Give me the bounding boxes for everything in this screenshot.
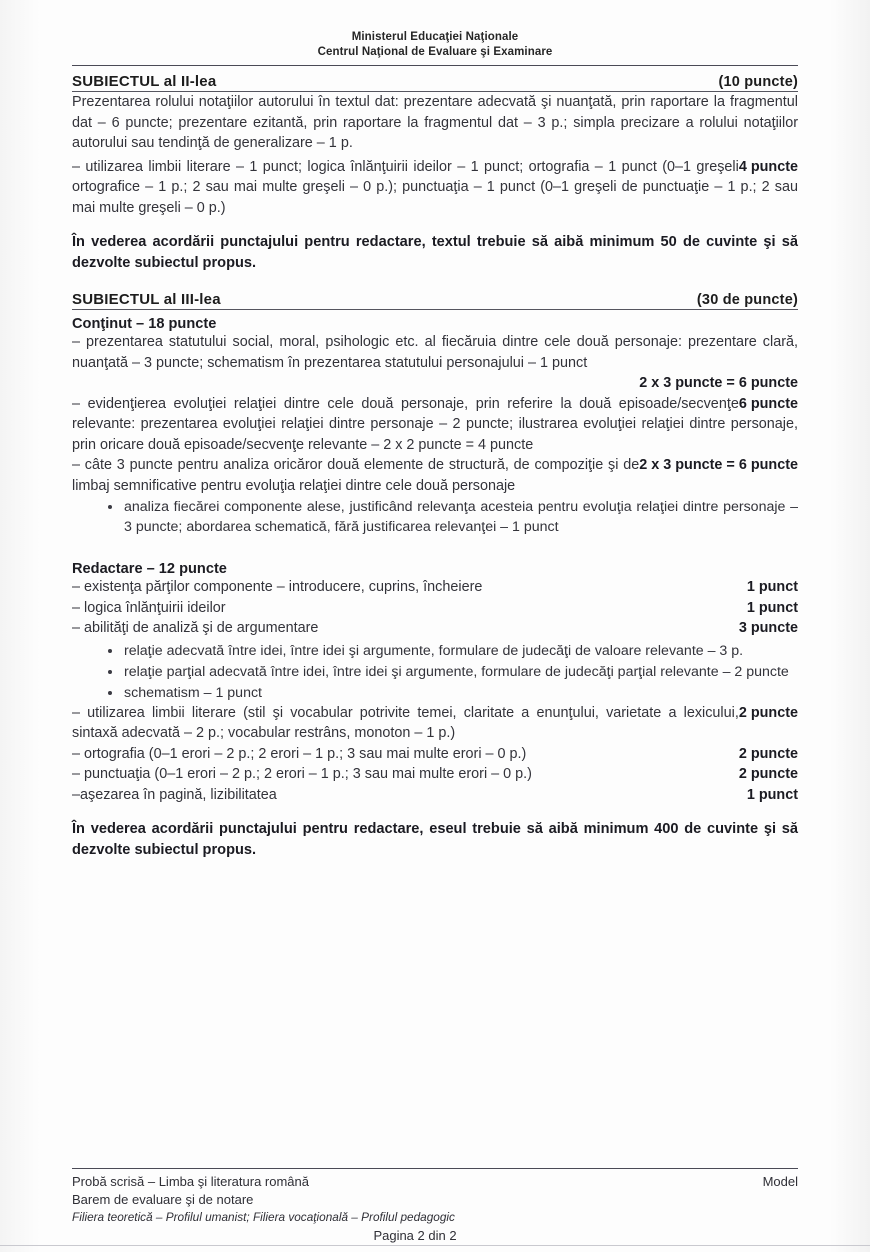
- footer-rule: [72, 1168, 798, 1169]
- subject-3-heading: [72, 291, 798, 310]
- footer-variant-label: Model: [762, 1174, 798, 1189]
- list-item: [72, 497, 798, 537]
- continut-item-3-score: 2 x 3 puncte = 6 puncte: [639, 457, 798, 473]
- continut-item-3: [72, 455, 798, 496]
- continut-bullet-text: analiza fiecărei componente alese, justificând relevanţa acesteia pentru evoluţia relaţiei dintre personaje – 3 puncte; abordarea schematică, fără justificarea relevanţei – 1 punct: [124, 499, 798, 535]
- subject-3-minimum-note: În vederea acordării punctajului pentru redactare, eseul trebuie să aibă minimum 400 de cuvinte şi să dezvolte subiectul propus.: [72, 821, 798, 858]
- redactare-row-value: 1 punct: [746, 599, 798, 616]
- continut-item-2: [72, 394, 798, 456]
- redactare-row-limba-value: 2 puncte: [738, 704, 798, 721]
- institution-header: [72, 0, 798, 60]
- subject-2-heading: [72, 73, 798, 92]
- redactare-row: [72, 744, 798, 765]
- list-item: [72, 641, 798, 661]
- subject-2-paragraph-1: Prezentarea rolului notaţiilor autorului în textul dat: prezentare adecvată şi nuanţată, prin raportare la fragmentul dat – 6 puncte; prezentare ezitantă, prin raportare la fragmentul dat – 3 p.; simpla precizare a rolului notaţiilor autorului sau tendinţă de generalizare – 1 p.: [72, 94, 798, 151]
- continut-item-2-text: – evidenţierea evoluţiei relaţiei dintre cele două personaje, prin referire la două episoade/secvenţe relevante: prezentarea evoluţiei relaţiei dintre personaje – 2 puncte; ilustrarea evoluţiei relaţiei dintre personaje, prin oricare două episoade/secvenţe relevante – 2 x 2 puncte = 4 puncte: [72, 395, 798, 453]
- list-item: [72, 662, 798, 682]
- ministry-line: Ministerul Educaţiei Naţionale: [351, 31, 519, 43]
- redactare-row-value: 1 punct: [746, 579, 798, 595]
- redactare-row-limba-label: – utilizarea limbii literare (stil şi vocabular potrivite temei, claritate a enunţului, varietate a lexicului, sintaxă adecvată – 2 p.; vocabular restrâns, monoton – 1 p.): [72, 704, 739, 741]
- redactare-bullet-text: relaţie adecvată între idei, între idei şi argumente, formulare de judecăţi de valoare relevante – 3 p.: [124, 642, 744, 659]
- bullet-dot-icon: [108, 505, 112, 509]
- subject-2-title: SUBIECTUL al II-lea: [72, 73, 217, 90]
- page-footer: [72, 1168, 798, 1245]
- subject-2-points: (10 puncte): [718, 74, 798, 90]
- document-content: [72, 0, 798, 860]
- redactare-row: [72, 618, 798, 639]
- subject-2-paragraph-2-score: 4 puncte: [738, 158, 798, 175]
- redactare-row-value: 3 puncte: [738, 620, 798, 636]
- redactare-row-value: 2 puncte: [738, 766, 798, 782]
- continut-item-1-score: 2 x 3 puncte = 6 puncte: [639, 375, 798, 391]
- footer-filiera-line: Filiera teoretică – Profilul umanist; Filiera vocaţională – Profilul pedagogic: [72, 1210, 455, 1224]
- bullet-dot-icon: [108, 670, 112, 674]
- redactare-row-label: –aşezarea în pagină, lizibilitatea: [72, 786, 277, 803]
- footer-exam-title: Probă scrisă – Limba şi literatura română: [72, 1174, 309, 1189]
- continut-label: Conţinut – 18 puncte: [72, 316, 217, 332]
- redactare-row: [72, 785, 798, 806]
- bullet-dot-icon: [108, 691, 112, 695]
- redactare-row-value: 1 punct: [746, 786, 798, 803]
- redactare-bullet-list: [72, 641, 798, 703]
- footer-top-row: [72, 1173, 798, 1191]
- redactare-row: [72, 577, 798, 598]
- redactare-row-label: – logica înlănţuirii ideilor: [72, 599, 226, 616]
- subject-3-title: SUBIECTUL al III-lea: [72, 291, 221, 308]
- redactare-bullet-text: schematism – 1 punct: [124, 684, 262, 701]
- footer-page-number: Pagina 2 din 2: [373, 1228, 457, 1243]
- continut-bullet-list: [72, 497, 798, 537]
- redactare-row-label: – punctuaţia (0–1 erori – 2 p.; 2 erori – 1 p.; 3 sau mai multe erori – 0 p.): [72, 766, 532, 782]
- redactare-label: Redactare – 12 puncte: [72, 561, 227, 577]
- subject-2-minimum-note: În vederea acordării punctajului pentru redactare, textul trebuie să aibă minimum 50 de cuvinte şi să dezvolte subiectul propus.: [72, 234, 798, 271]
- header-rule: [72, 65, 798, 66]
- page-bottom-rule: [0, 1245, 870, 1246]
- redactare-row: [72, 598, 798, 619]
- subject-2-paragraph-2-text: – utilizarea limbii literare – 1 punct; logica înlănţuirii ideilor – 1 punct; ortografia – 1 punct (0–1 greşeli ortografice – 1 p.; 2 sau mai multe greşeli – 0 p.); punctuaţia – 1 punct (0–1 greşeli de punctuaţie – 1 p.; 2 sau mai multe greşeli – 0 p.): [72, 158, 798, 216]
- redactare-row-limba: [72, 703, 798, 744]
- redactare-bullet-text: relaţie parţial adecvată între idei, între idei şi argumente, formulare de judecăţi parţial relevante – 2 puncte: [124, 663, 789, 680]
- subject-3-points: (30 de puncte): [696, 292, 798, 308]
- redactare-row-label: – existenţa părţilor componente – introducere, cuprins, încheiere: [72, 579, 483, 595]
- continut-item-2-score: 6 puncte: [738, 395, 798, 412]
- bullet-dot-icon: [108, 649, 112, 653]
- redactare-row-label: – abilităţi de analiză şi de argumentare: [72, 620, 319, 636]
- redactare-row-label: – ortografia (0–1 erori – 2 p.; 2 erori – 1 p.; 3 sau mai multe erori – 0 p.): [72, 745, 527, 762]
- continut-item-1-text: – prezentarea statutului social, moral, psihologic etc. al fiecăruia dintre cele două personaje: prezentare clară, nuanţată – 3 puncte; schematism în prezentarea statutului personajului – 1 punct: [72, 334, 798, 371]
- footer-barem-line: Barem de evaluare şi de notare: [72, 1192, 254, 1207]
- redactare-row-value: 2 puncte: [738, 745, 798, 762]
- redactare-row: [72, 764, 798, 785]
- center-line: Centrul Naţional de Evaluare şi Examinare: [317, 46, 553, 58]
- continut-item-3-text: – câte 3 puncte pentru analiza oricăror două elemente de structură, de compoziţie şi de limbaj semnificative pentru evoluţia relaţiei dintre cele două personaje: [72, 457, 640, 494]
- list-item: [72, 683, 798, 703]
- subject-2-paragraph-2: [72, 157, 798, 219]
